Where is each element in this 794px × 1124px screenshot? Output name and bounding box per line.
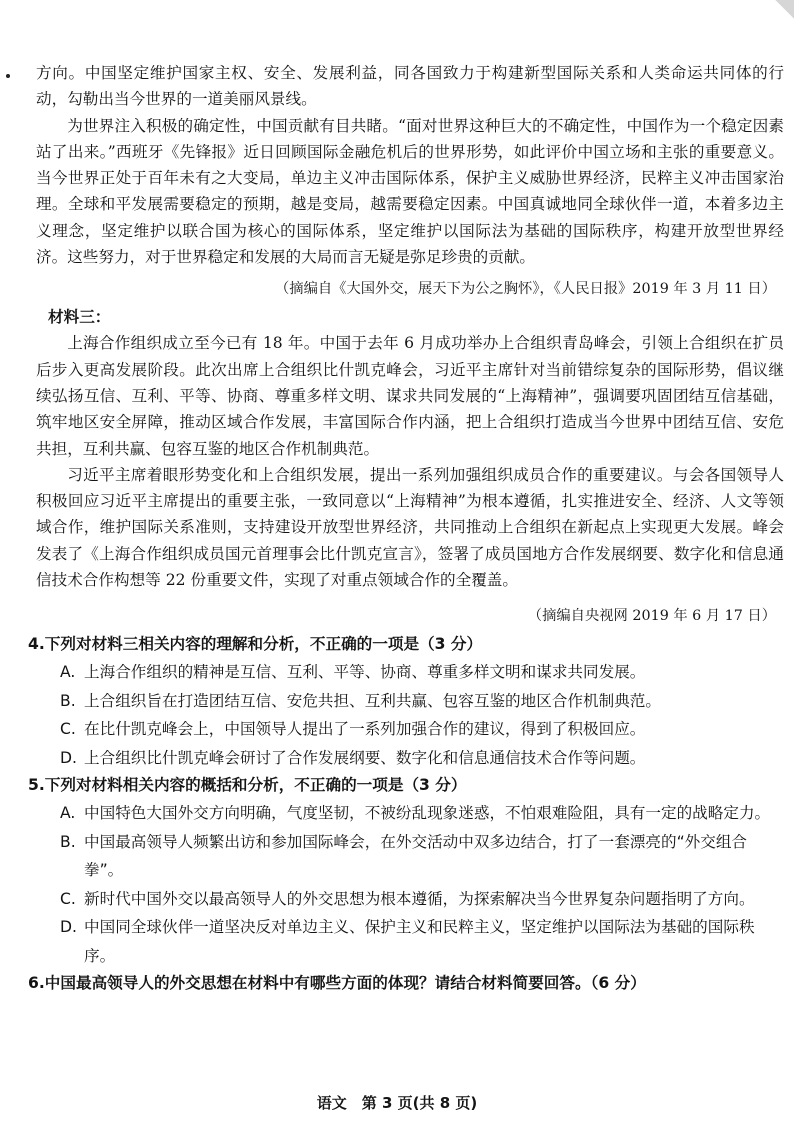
question-4 xyxy=(28,631,784,772)
question-stem xyxy=(28,970,784,997)
option-c xyxy=(36,885,784,914)
option-text: 中国特色大国外交方向明确，气度坚韧，不被纷乱现象迷惑，不怕艰难险阻，具有一定的战略定力。 xyxy=(84,804,771,823)
folded-corner xyxy=(768,0,794,20)
material2-paragraph-2: 为世界注入积极的确定性，中国贡献有目共睹。“面对世界这种巨大的不确定性，中国作为一个稳定因素站了出来。”西班牙《先锋报》近日回顾国际金融危机后的世界形势，如此评价中国立场和主张的重要意义。当今世界正处于百年未有之大变局，单边主义冲击国际体系，保护主义威胁世界经济，民粹主义冲击国家治理。全球和平发展需要稳定的预期，越是变局，越需要稳定因素。中国真诚地同全球伙伴一道，本着多边主义理念，坚定维护以联合国为核心的国际体系，坚定维护以国际法为基础的国际秩序，构建开放型世界经济。这些努力，对于世界稳定和发展的大局而言无疑是弥足珍贵的贡献。 xyxy=(36,116,784,267)
option-letter: A. xyxy=(60,804,76,823)
option-text: 中国同全球伙伴一道坚决反对单边主义、保护主义和民粹主义，坚定维护以国际法为基础的国际秩序。 xyxy=(84,918,755,965)
option-letter: A. xyxy=(60,663,76,682)
scan-speck xyxy=(6,74,10,78)
option-text: 新时代中国外交以最高领导人的外交思想为根本遵循，为探索解决当今世界复杂问题指明了方向。 xyxy=(84,889,755,908)
material2-source: （摘编自《大国外交，展天下为公之胸怀》，《人民日报》2019 年 3 月 11 日） xyxy=(275,281,776,298)
option-d xyxy=(36,913,784,970)
option-letter: B. xyxy=(60,832,76,851)
question-text: 中国最高领导人的外交思想在材料中有哪些方面的体现？请结合材料简要回答。（6 分） xyxy=(44,974,646,993)
option-text: 上合组织旨在打造团结互信、安危共担、互利共赢、包容互鉴的地区合作机制典范。 xyxy=(84,691,661,710)
option-b xyxy=(36,687,784,716)
question-number: 6. xyxy=(28,974,45,993)
option-letter: D. xyxy=(60,748,77,767)
material3-source: （摘编自央视网 2019 年 6 月 17 日） xyxy=(527,608,776,625)
option-letter: B. xyxy=(60,691,76,710)
option-b xyxy=(36,828,784,885)
option-text: 在比什凯克峰会上，中国领导人提出了一系列加强合作的建议，得到了积极回应。 xyxy=(84,720,646,739)
question-5 xyxy=(28,772,784,970)
option-letter: C. xyxy=(60,720,76,739)
option-letter: D. xyxy=(60,918,77,937)
option-text: 上海合作组织的精神是互信、互利、平等、协商、尊重多样文明和谋求共同发展。 xyxy=(84,663,646,682)
page-footer: 语文 第 3 页(共 8 页) xyxy=(316,1094,478,1112)
question-text: 下列对材料相关内容的概括和分析，不正确的一项是（3 分） xyxy=(44,776,467,795)
question-text: 下列对材料三相关内容的理解和分析，不正确的一项是（3 分） xyxy=(44,635,483,654)
option-a xyxy=(36,799,784,828)
material3-label: 材料三： xyxy=(48,308,111,327)
material2-paragraph-1: 方向。中国坚定维护国家主权、安全、发展利益，同各国致力于构建新型国际关系和人类命运共同体的行动，勾勒出当今世界的一道美丽风景线。 xyxy=(36,64,784,109)
material3-paragraph-1: 上海合作组织成立至今已有 18 年。中国于去年 6 月成功举办上合组织青岛峰会，引领上合组织在扩员后步入更高发展阶段。此次出席上合组织比什凯克峰会，习近平主席针对当前错综复杂的国际形势，倡议继续弘扬互信、互利、平等、协商、尊重多样文明、谋求共同发展的“上海精神”，强调要巩固团结互信基础，筑牢地区安全屏障，推动区域合作发展，丰富国际合作内涵，把上合组织打造成当今世界中团结互信、安危共担，互利共赢、包容互鉴的地区合作机制典范。 xyxy=(36,334,784,458)
question-6 xyxy=(28,970,784,997)
option-d xyxy=(36,744,784,773)
option-c xyxy=(36,715,784,744)
option-text: 上合组织比什凯克峰会研讨了合作发展纲要、数字化和信息通信技术合作等问题。 xyxy=(84,748,646,767)
option-text: 中国最高领导人频繁出访和参加国际峰会，在外交活动中双多边结合，打了一套漂亮的“外交组合拳”。 xyxy=(84,832,748,880)
material3-paragraph-2: 习近平主席着眼形势变化和上合组织发展，提出一系列加强组织成员合作的重要建议。与会各国领导人积极回应习近平主席提出的重要主张，一致同意以“上海精神”为根本遵循，扎实推进安全、经济、人文等领域合作，维护国际关系准则，支持建设开放型世界经济，共同推动上合组织在新起点上实现更大发展。峰会发表了《上海合作组织成员国元首理事会比什凯克宣言》，签署了成员国地方合作发展纲要、数字化和信息通信技术合作构想等 22 份重要文件，实现了对重点领域合作的全覆盖。 xyxy=(36,465,784,590)
option-a xyxy=(36,658,784,687)
question-number: 4. xyxy=(28,635,45,654)
option-letter: C. xyxy=(60,889,76,908)
question-stem xyxy=(28,772,784,799)
question-number: 5. xyxy=(28,776,45,795)
page-content xyxy=(28,60,784,997)
question-stem xyxy=(28,631,784,658)
